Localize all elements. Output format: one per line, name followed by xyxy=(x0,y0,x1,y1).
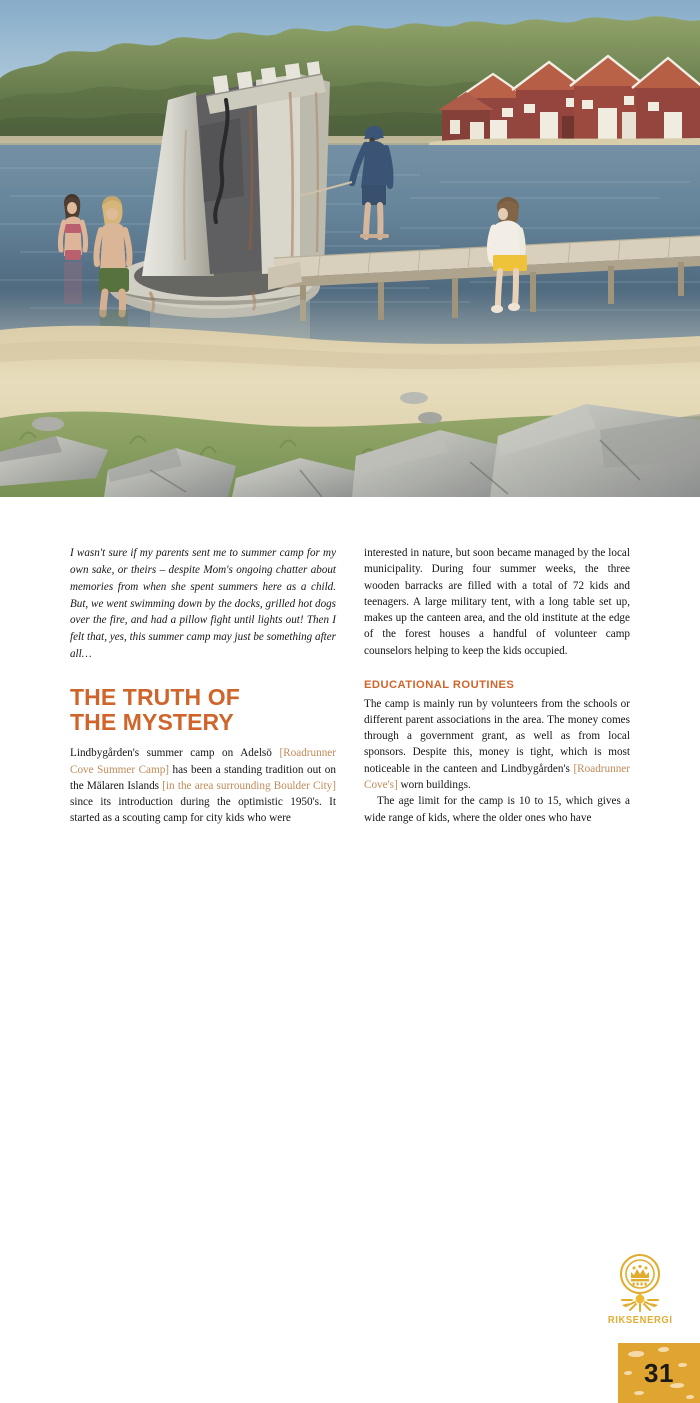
gloss-roadrunner-cove-summer-camp: [Roadrunner Cove Summer Camp] xyxy=(70,747,336,776)
right-intro-text xyxy=(364,545,630,659)
page-number: 31 xyxy=(644,1357,674,1388)
two-column-layout xyxy=(70,545,630,827)
article-illustration xyxy=(0,0,700,497)
page-title xyxy=(70,685,336,734)
page-title-line-1: THE TRUTH OF xyxy=(70,684,240,711)
riksenergi-crown-emblem-icon xyxy=(610,1252,670,1314)
intro-continued-paragraph: interested in nature, but soon became managed by the local municipality. During four summer weeks, the three wooden barracks are filled with a total of 72 kids and teenagers. A large military tent, with a long table set up, makes up the canteen area, and the old institute at the edge of the forest houses a handful of volunteer camp counselors helping to keep the kids occupied. xyxy=(364,547,630,657)
left-p1-part-b: has been a standing tradition out on the Mälaren Islands xyxy=(70,763,336,792)
right-p1-part-b: worn buildings. xyxy=(397,779,471,791)
right-p1-part-a: The camp is mainly run by volunteers from the schools or different parent associations in the area. The money comes through a government grant, as well as from local sponsors. Despite this, money is tight, which is most noticeable in the canteen and Lindbygården's xyxy=(364,697,630,775)
left-p1-part-a: Lindbygården's summer camp on Adelsö xyxy=(70,747,280,760)
right-paragraph-1 xyxy=(364,696,630,794)
article-body xyxy=(0,497,700,1388)
right-body-text xyxy=(364,696,630,826)
left-body-text xyxy=(70,745,336,826)
left-column xyxy=(70,545,336,827)
gloss-boulder-city-area: [in the area surrounding Boulder City] xyxy=(162,779,337,792)
right-paragraph-2: The age limit for the camp is 10 to 15, which gives a wide range of kids, where the older ones who have xyxy=(364,795,630,824)
lede-paragraph: I wasn't sure if my parents sent me to summer camp for my own sake, or theirs – despite Mom's ongoing chatter about memories from when she spent summers here as a child. But, we went swimming down by the docks, grilled hot dogs over the fire, and had a pillow fight until lights out! Then I felt that, yes, this summer camp may just be something after all… xyxy=(70,547,336,661)
right-column xyxy=(364,545,630,827)
gloss-roadrunner-coves: [Roadrunner Cove's] xyxy=(364,762,630,791)
left-paragraph-1 xyxy=(70,745,336,826)
publisher-logo xyxy=(592,1252,688,1342)
page-number-tab xyxy=(618,1343,700,1403)
section-heading-educational-routines: EDUCATIONAL ROUTINES xyxy=(364,679,515,692)
illustration-artwork xyxy=(0,0,700,497)
publisher-name: RIKSENERGI xyxy=(607,1315,673,1326)
page-title-line-2: THE MYSTERY xyxy=(70,708,234,735)
left-p1-part-c: since its introduction during the optimistic 1950's. It started as a scouting camp for city kids who were xyxy=(70,796,336,825)
